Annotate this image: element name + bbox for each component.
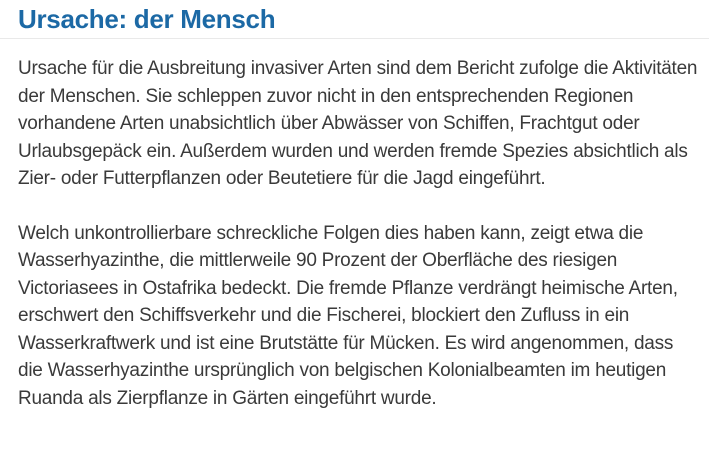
heading-divider [0, 38, 709, 39]
article-paragraph: Ursache für die Ausbreitung invasiver Arten sind dem Bericht zufolge die Aktivitäten der Menschen. Sie schleppen zuvor nicht in den entsprechenden Regionen vorhandene Arten unabsichtlich über Abwässer von Schiffen, Frachtgut oder Urlaubsgepäck ein. Außerdem wurden und werden fremde Spezies absichtlich als Zier- oder Futterpflanzen oder Beutetiere für die Jagd eingeführt. [18, 58, 698, 189]
article-paragraph: Welch unkontrollierbare schreckliche Folgen dies haben kann, zeigt etwa die Wasserhyazinthe, die mittlerweile 90 Prozent der Oberfläche des riesigen Victoriasees in Ostafrika bedeckt. Die fremde Pflanze verdrängt heimische Arten, erschwert den Schiffsverkehr und die Fischerei, blockiert den Zufluss in ein Wasserkraftwerk und ist eine Brutstätte für Mücken. Es wird angenommen, dass die Wasserhyazinthe ursprünglich von belgischen Kolonialbeamten im heutigen Ruanda als Zierpflanze in Gärten eingeführt wurde. [18, 222, 678, 409]
article-heading: Ursache: der Mensch [18, 4, 276, 34]
